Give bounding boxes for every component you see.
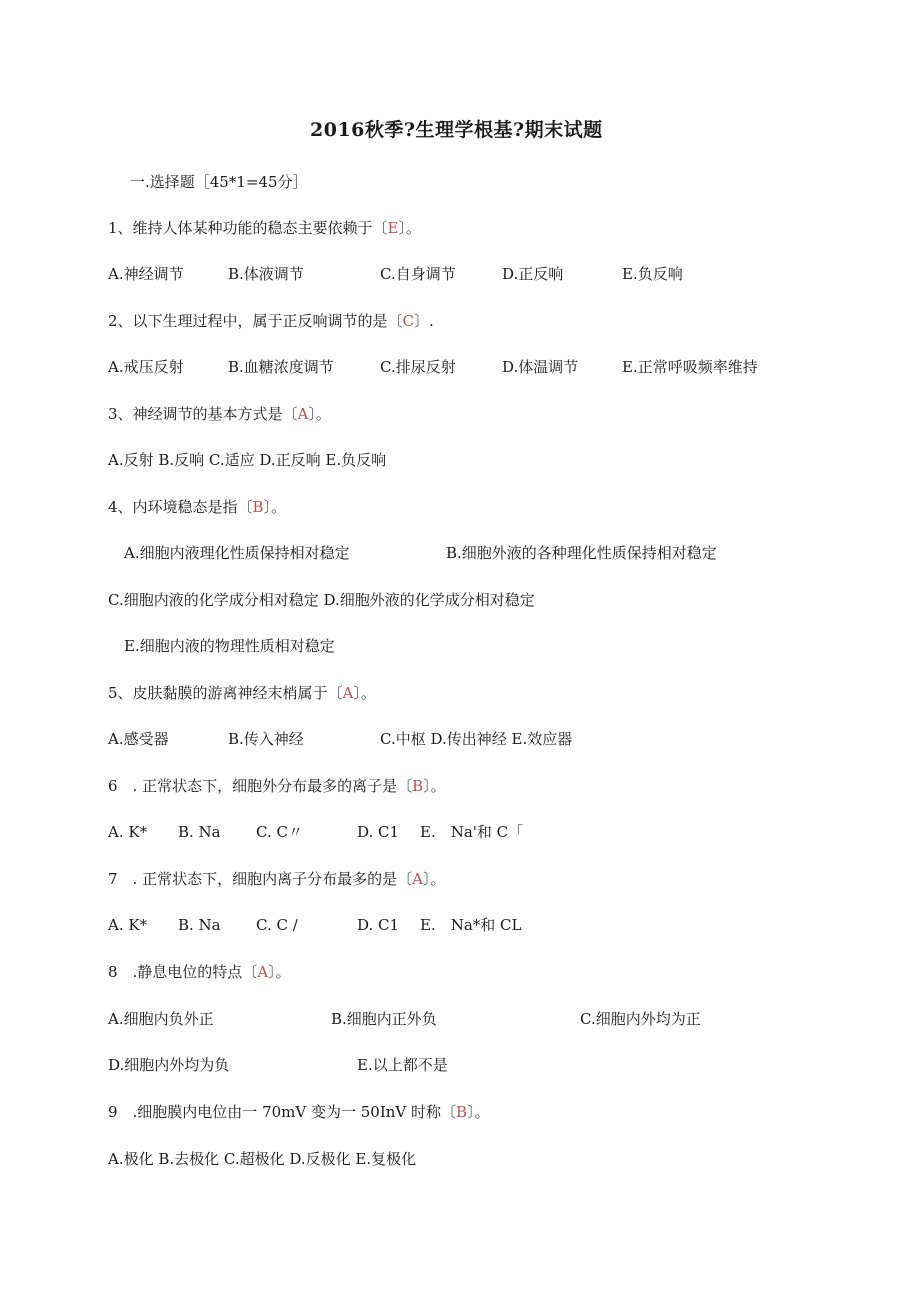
question-1: 1、维持人体某种功能的稳态主要依赖于〔E〕。 — [108, 219, 422, 237]
answer: A — [412, 870, 423, 888]
option: D.细胞内外均为负 — [108, 1056, 230, 1074]
question-4: 4、内环境稳态是指〔B〕。 — [108, 498, 287, 516]
option: A. K* — [108, 916, 148, 934]
answer: B — [412, 777, 424, 795]
option: D. C1 — [357, 916, 400, 934]
option: A.神经调节 — [108, 265, 184, 283]
question-7: 7 . 正常状态下，细胞内离子分布最多的是〔A〕。 — [108, 870, 446, 888]
question-8: 8 .静息电位的特点〔A〕。 — [108, 963, 291, 981]
answer: A — [297, 405, 309, 423]
question-9: 9 .细胞膜内电位由一 70mV 变为一 50InV 时称〔B〕。 — [108, 1103, 490, 1121]
option: E. Na*和 CL — [420, 916, 522, 934]
option: B.细胞内正外负 — [331, 1010, 437, 1028]
option: D. C1 — [357, 823, 400, 841]
answer: E — [387, 219, 399, 237]
option-row: A.极化 B.去极化 C.超极化 D.反极化 E.复极化 — [108, 1150, 417, 1168]
option: C. C〃 — [256, 823, 303, 841]
option: E.细胞内液的物理性质相对稳定 — [124, 637, 335, 655]
option: C.细胞内外均为正 — [580, 1010, 701, 1028]
answer: B — [456, 1103, 468, 1121]
option: C. C / — [256, 916, 298, 934]
answer: A — [342, 684, 354, 702]
option: B. Na — [178, 916, 221, 934]
section-heading: 一.选择题［45*1=45分］ — [130, 173, 308, 191]
question-5: 5、皮肤黏膜的游离神经末梢属于〔A〕。 — [108, 684, 376, 702]
option: A.细胞内负外正 — [108, 1010, 214, 1028]
option: D.体温调节 — [502, 358, 579, 376]
answer: C — [402, 312, 415, 330]
option: B. Na — [178, 823, 221, 841]
option: B.体液调节 — [228, 265, 304, 283]
option: A.细胞内液理化性质保持相对稳定 — [124, 544, 350, 562]
option: E.正常呼吸频率维持 — [622, 358, 758, 376]
page-title: 2016秋季?生理学根基?期末试题 — [310, 119, 603, 141]
question-3: 3、神经调节的基本方式是〔A〕。 — [108, 405, 331, 423]
option: D.正反响 — [502, 265, 564, 283]
option-row: C.中枢 D.传出神经 E.效应器 — [380, 730, 573, 748]
option: E. Na'和 C「 — [420, 823, 524, 841]
option: A. K* — [108, 823, 148, 841]
answer: B — [252, 498, 264, 516]
option: A.戒压反射 — [108, 358, 184, 376]
option: C.排尿反射 — [380, 358, 456, 376]
option: E.以上都不是 — [357, 1056, 448, 1074]
option: B.传入神经 — [228, 730, 304, 748]
option-row: C.细胞内液的化学成分相对稳定 D.细胞外液的化学成分相对稳定 — [108, 591, 535, 609]
question-2: 2、以下生理过程中，属于正反响调节的是〔C〕. — [108, 312, 434, 330]
option: C.自身调节 — [380, 265, 456, 283]
option: E.负反响 — [622, 265, 683, 283]
option: B.血糖浓度调节 — [228, 358, 334, 376]
option: A.感受器 — [108, 730, 169, 748]
question-6: 6 . 正常状态下，细胞外分布最多的离子是〔B〕。 — [108, 777, 446, 795]
answer: A — [257, 963, 269, 981]
option-row: A.反射 B.反响 C.适应 D.正反响 E.负反响 — [108, 451, 387, 469]
option: B.细胞外液的各种理化性质保持相对稳定 — [446, 544, 717, 562]
